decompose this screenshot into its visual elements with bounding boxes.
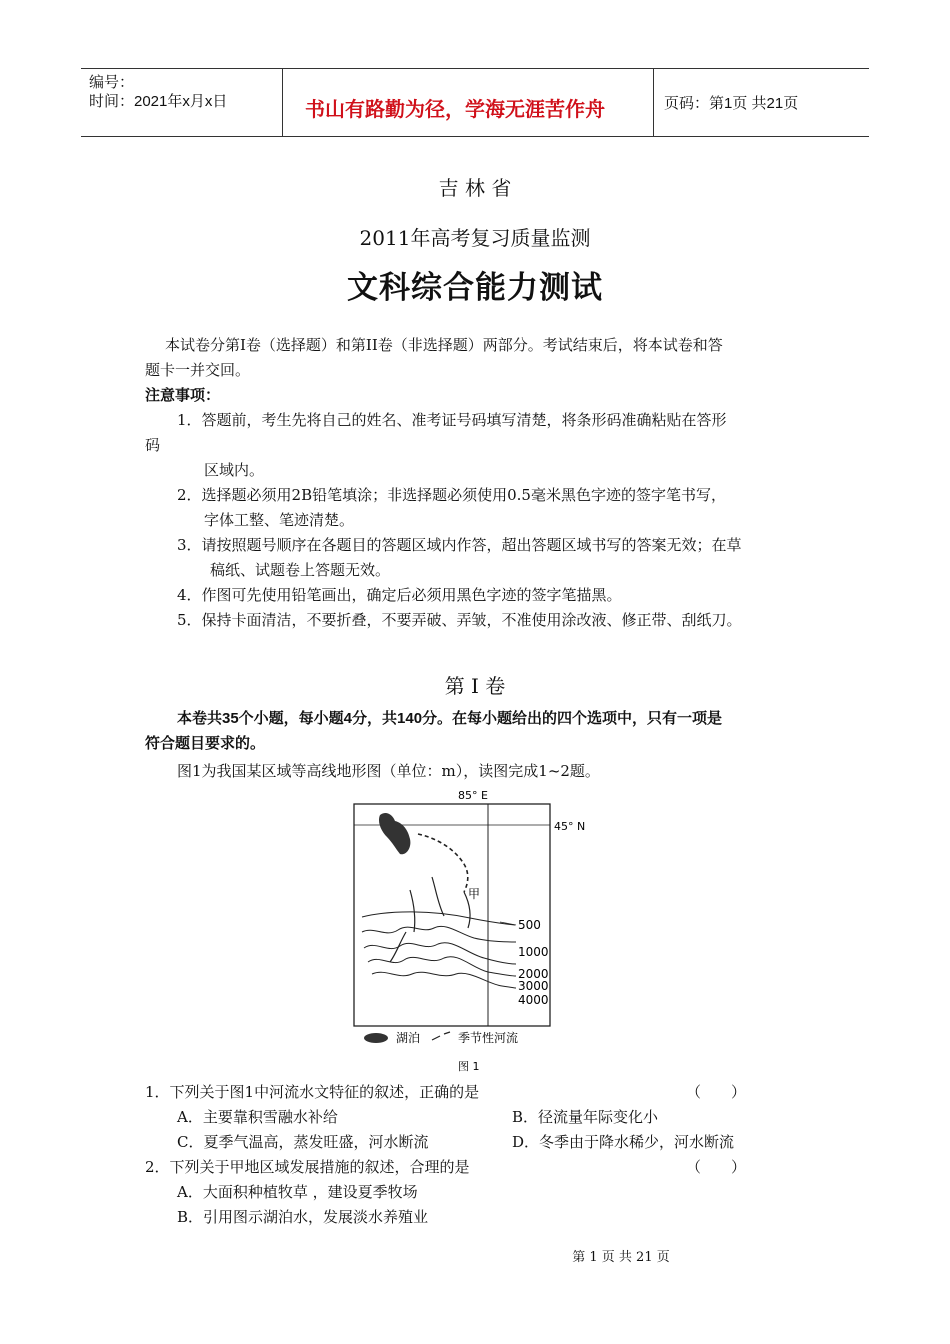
- section-title: 第 I 卷: [444, 674, 506, 698]
- motto: 书山有路勤为径，学海无涯苦作舟: [305, 97, 605, 121]
- header-info-cell: [81, 69, 283, 136]
- contour-label: 4000: [518, 993, 549, 1007]
- section-desc-1: 本卷共35个小题，每小题4分，共140分。在每小题给出的四个选项中，只有一项是: [177, 710, 723, 727]
- note-1: 1．答题前，考生先将自己的姓名、准考证号码填写清楚，将条形码准确粘贴在答形: [177, 411, 727, 429]
- seasonal-river: [418, 834, 468, 892]
- note-3: 3．请按照题号顺序在各题目的答题区域内作答，超出答题区域书写的答案无效；在草: [177, 536, 742, 554]
- section-desc-2: 符合题目要求的。: [145, 735, 266, 752]
- q1-option-b: B．径流量年际变化小: [512, 1108, 659, 1126]
- page-label: 页码：第1页 共21页: [664, 95, 799, 112]
- note-5: 5．保持卡面清洁，不要折叠，不要弄破、弄皱，不准使用涂改液、修正带、刮纸刀。: [177, 611, 742, 629]
- page-footer: 第 1 页 共 21 页: [572, 1250, 670, 1265]
- note-4: 4．作图可先使用铅笔画出，确定后必须用黑色字迹的签字笔描黑。: [177, 586, 622, 604]
- q1-option-d: D．冬季由于降水稀少，河水断流: [512, 1133, 735, 1151]
- note-1-cont: 区域内。: [204, 461, 265, 479]
- figure-caption: 图 1: [458, 1060, 480, 1073]
- contour-label: 1000: [518, 945, 549, 959]
- figure-intro: 图1为我国某区域等高线地形图（单位：m），读图完成1~2题。: [177, 762, 600, 780]
- exam-main-title: 文科综合能力测试: [347, 270, 603, 306]
- header-motto-cell: [283, 69, 654, 136]
- question-2: 2．下列关于甲地区域发展措施的叙述，合理的是: [145, 1158, 470, 1176]
- intro-line-2: 题卡一并交回。: [145, 361, 251, 379]
- q2-option-a: A．大面积种植牧草 ，建设夏季牧场: [177, 1183, 418, 1201]
- contour-500: [362, 912, 515, 925]
- legend-river-icon: [432, 1032, 450, 1040]
- intro-line-1: 本试卷分第I卷（选择题）和第II卷（非选择题）两部分。考试结束后，将本试卷和答: [165, 336, 723, 354]
- place-label-jia: 甲: [468, 887, 481, 901]
- q1-option-a: A．主要靠积雪融水补给: [177, 1108, 338, 1126]
- exam-subtitle: 2011年高考复习质量监测: [359, 226, 591, 250]
- legend-lake-label: 湖泊: [396, 1031, 421, 1045]
- lake-shape: [379, 813, 410, 854]
- question-1: 1．下列关于图1中河流水文特征的叙述，正确的是: [145, 1083, 480, 1101]
- legend-lake-icon: [364, 1033, 388, 1043]
- longitude-label: 85° E: [458, 789, 488, 802]
- time-label: 时间：2021年x月x日: [89, 93, 228, 110]
- contour-label: 3000: [518, 979, 549, 993]
- contour-map-figure: [340, 782, 600, 1082]
- contour-label: 500: [518, 918, 541, 932]
- contour-1000: [362, 926, 516, 942]
- question-2-answer-paren: （ ）: [686, 1158, 747, 1176]
- note-2-cont: 字体工整、笔迹清楚。: [204, 511, 355, 529]
- q1-option-c: C．夏季气温高，蒸发旺盛，河水断流: [177, 1133, 429, 1151]
- contour-label: 2000: [518, 967, 549, 981]
- q2-option-b: B．引用图示湖泊水，发展淡水养殖业: [177, 1208, 429, 1226]
- province-title: 吉 林 省: [438, 176, 512, 200]
- river-line: [410, 890, 415, 932]
- question-1-answer-paren: （ ）: [686, 1083, 747, 1101]
- note-3-cont: 稿纸、试题卷上答题无效。: [210, 561, 391, 579]
- note-1-wrap: 码: [145, 436, 161, 454]
- river-line: [432, 877, 444, 916]
- header-page-cell: [654, 69, 869, 136]
- header-table: [81, 68, 869, 137]
- note-2: 2．选择题必须用2B铅笔填涂；非选择题必须使用0.5毫米黑色字迹的签字笔书写，: [177, 486, 726, 504]
- notes-heading: 注意事项：: [145, 387, 221, 404]
- number-label: 编号：: [89, 74, 135, 91]
- legend-river-label: 季节性河流: [458, 1031, 519, 1045]
- contour-4000: [372, 972, 516, 988]
- latitude-label: 45° N: [554, 820, 586, 833]
